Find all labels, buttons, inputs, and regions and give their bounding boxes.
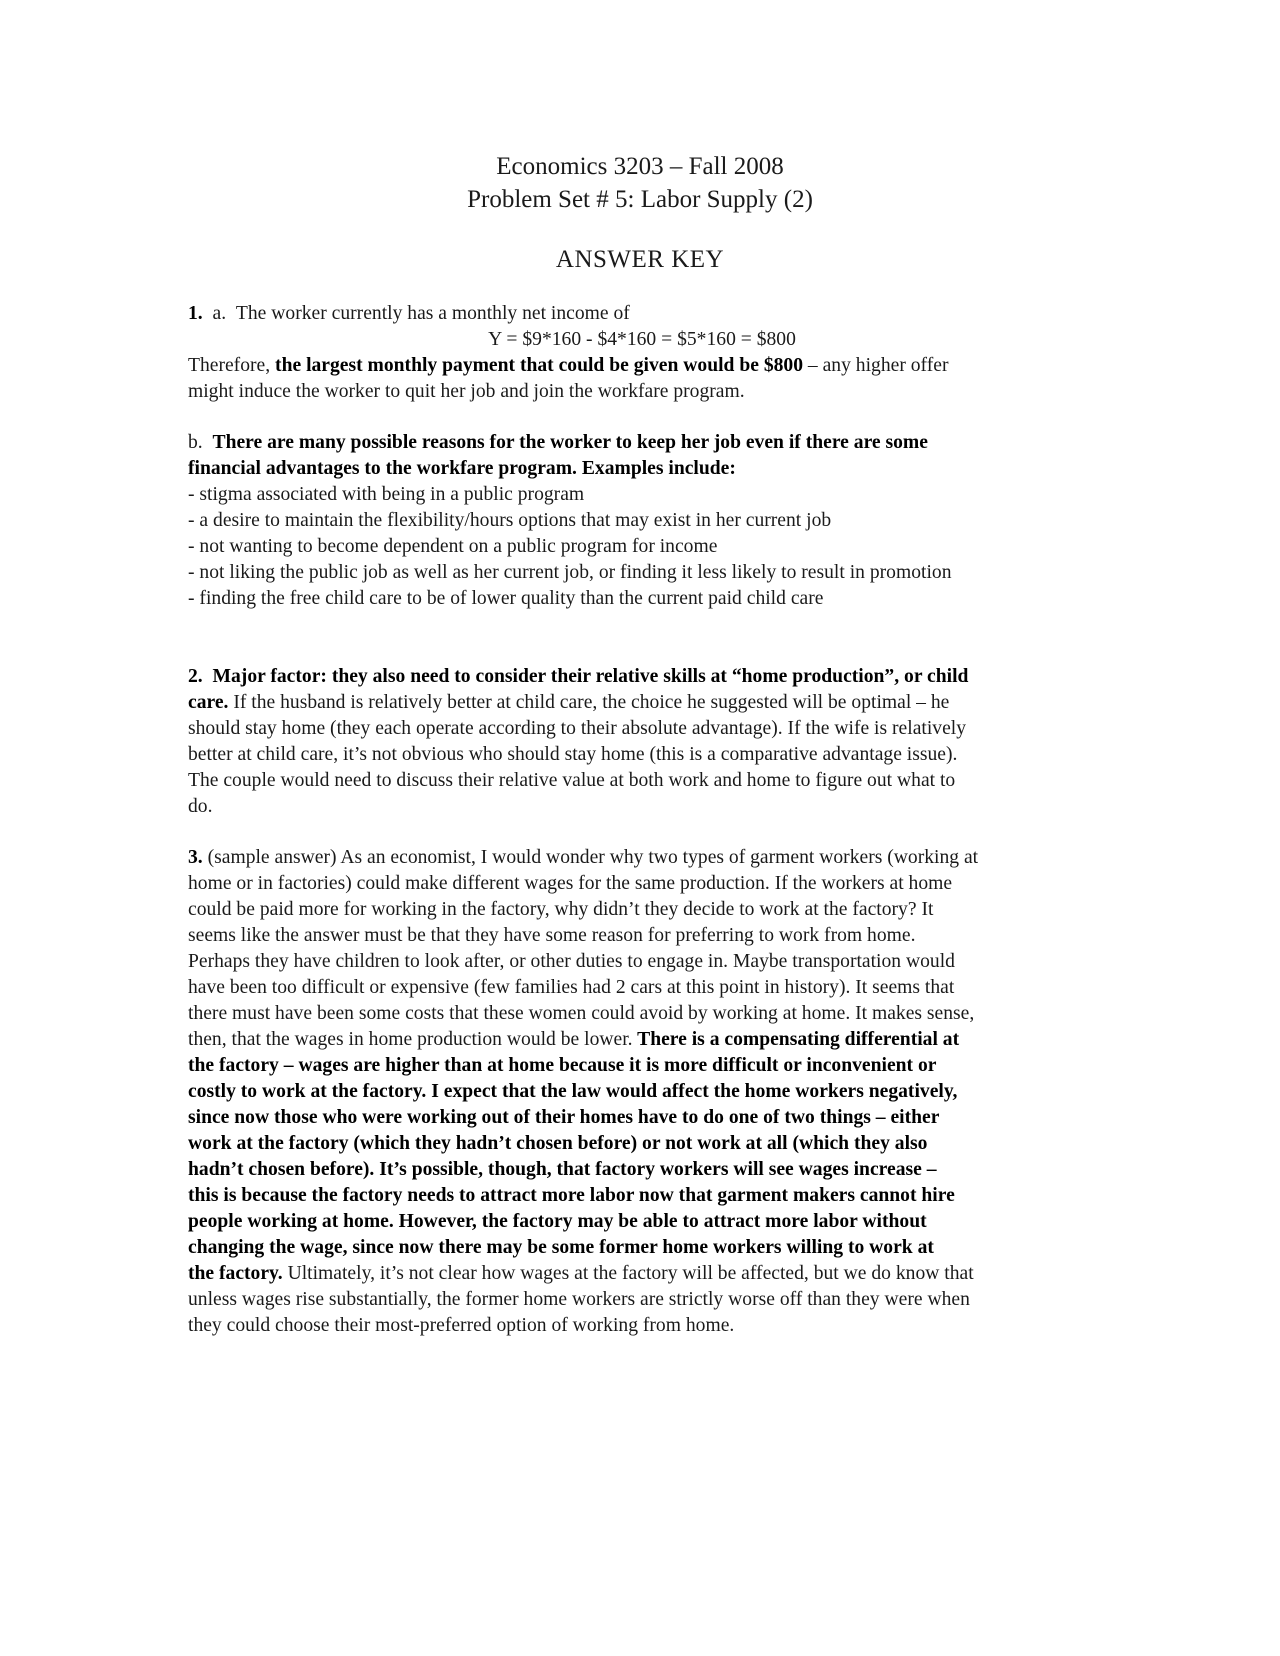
- question-1a: [188, 301, 1096, 405]
- q3-line: Perhaps they have children to look after, or other duties to engage in. Maybe transportation would: [188, 951, 955, 972]
- q3-bold-line: this is because the factory needs to attract more labor now that garment makers cannot hire: [188, 1185, 955, 1206]
- q1b-reason-item: - not wanting to become dependent on a public program for income: [188, 536, 718, 557]
- q1b-reason-item: - finding the free child care to be of lower quality than the current paid child care: [188, 588, 824, 609]
- question-1b: [188, 430, 1096, 612]
- q2-line: The couple would need to discuss their relative value at both work and home to figure out what to: [188, 770, 956, 791]
- q1a-conclusion-rest: – any higher offer: [803, 355, 949, 376]
- q1a-label: a.: [212, 303, 227, 324]
- q1b-label: b.: [188, 432, 203, 453]
- q1b-bold-line-2: financial advantages to the workfare program. Examples include:: [188, 458, 736, 479]
- q3-bold-line: people working at home. However, the factory may be able to attract more labor without: [188, 1211, 927, 1232]
- q3-bold-line: work at the factory (which they hadn’t chosen before) or not work at all (which they also: [188, 1133, 928, 1154]
- q2-line: do.: [188, 796, 213, 817]
- q3-line-1-text: (sample answer) As an economist, I would wonder why two types of garment workers (working at: [202, 847, 979, 868]
- q2-line-2-rest: If the husband is relatively better at child care, the choice he suggested will be optimal – he: [228, 692, 950, 713]
- q3-line: seems like the answer must be that they have some reason for preferring to work from home.: [188, 925, 916, 946]
- q3-bold-line: changing the wage, since now there may be some former home workers willing to work at: [188, 1237, 934, 1258]
- q3-last-bold-rest: Ultimately, it’s not clear how wages at the factory will be affected, but we do know that: [282, 1263, 974, 1284]
- q1a-conclusion-line: [188, 353, 1096, 379]
- q1a-therefore: Therefore,: [188, 355, 271, 376]
- document-header: [0, 150, 1280, 216]
- q3-number: 3.: [188, 847, 203, 868]
- q3-last-bold: the factory.: [188, 1263, 283, 1284]
- q2-line-1: [188, 664, 1096, 690]
- q1b-bold-text-1: There are many possible reasons for the worker to keep her job even if there are some: [212, 432, 928, 453]
- q3-line: there must have been some costs that these women could avoid by working at home. It makes sense,: [188, 1003, 975, 1024]
- q1a-conclusion-line-2: might induce the worker to quit her job and join the workfare program.: [188, 381, 745, 402]
- q3-bold-line: hadn’t chosen before). It’s possible, though, that factory workers will see wages increase –: [188, 1159, 937, 1180]
- problem-set-title: Problem Set # 5: Labor Supply (2): [467, 186, 813, 213]
- q3-line: home or in factories) could make different wages for the same production. If the workers at home: [188, 873, 953, 894]
- q2-number: 2.: [188, 666, 203, 687]
- q3-bold-line: the factory – wages are higher than at home because it is more difficult or inconvenient or: [188, 1055, 937, 1076]
- q2-line: should stay home (they each operate according to their absolute advantage). If the wife is relatively: [188, 718, 967, 739]
- q3-mixed-line: [188, 1027, 1096, 1053]
- q1b-reason-item: - not liking the public job as well as her current job, or finding it less likely to result in promotion: [188, 562, 952, 583]
- course-title: Economics 3203 – Fall 2008: [496, 153, 784, 180]
- q1a-intro-line: [188, 301, 1096, 327]
- q3-line: have been too difficult or expensive (few families had 2 cars at this point in history). It seems that: [188, 977, 955, 998]
- q1b-reason-item: - a desire to maintain the flexibility/hours options that may exist in her current job: [188, 510, 832, 531]
- q1a-equation: Y = $9*160 - $4*160 = $5*160 = $800: [488, 329, 796, 350]
- question-3: [188, 845, 1096, 1339]
- q3-final-mixed-line: [188, 1261, 1096, 1287]
- q3-line-1: [188, 845, 1096, 871]
- q3-mixed-bold: There is a compensating differential at: [632, 1029, 960, 1050]
- q2-line-2: [188, 690, 1096, 716]
- q2-bold-text-2: care.: [188, 692, 229, 713]
- q3-line: could be paid more for working in the factory, why didn’t they decide to work at the factory? It: [188, 899, 934, 920]
- q2-line: better at child care, it’s not obvious who should stay home (this is a comparative advantage issue).: [188, 744, 958, 765]
- q3-closing-line: they could choose their most-preferred option of working from home.: [188, 1315, 735, 1336]
- q1b-reason-item: - stigma associated with being in a public program: [188, 484, 585, 505]
- answer-key-heading: ANSWER KEY: [555, 246, 725, 273]
- q3-mixed-plain: then, that the wages in home production would be lower.: [188, 1029, 633, 1050]
- q1b-bold-line-1: [188, 430, 1096, 456]
- question-2: [188, 664, 1096, 820]
- q2-bold-text-1: Major factor: they also need to consider their relative skills at “home production”, or child: [212, 666, 969, 687]
- q3-closing-line: unless wages rise substantially, the former home workers are strictly worse off than they were when: [188, 1289, 970, 1310]
- q3-bold-line: since now those who were working out of their homes have to do one of two things – either: [188, 1107, 940, 1128]
- q1-number: 1.: [188, 303, 203, 324]
- q1a-bold-conclusion: the largest monthly payment that could be given would be $800: [275, 355, 804, 376]
- q3-bold-line: costly to work at the factory. I expect that the law would affect the home workers negatively,: [188, 1081, 958, 1102]
- q1a-intro: The worker currently has a monthly net income of: [235, 303, 630, 324]
